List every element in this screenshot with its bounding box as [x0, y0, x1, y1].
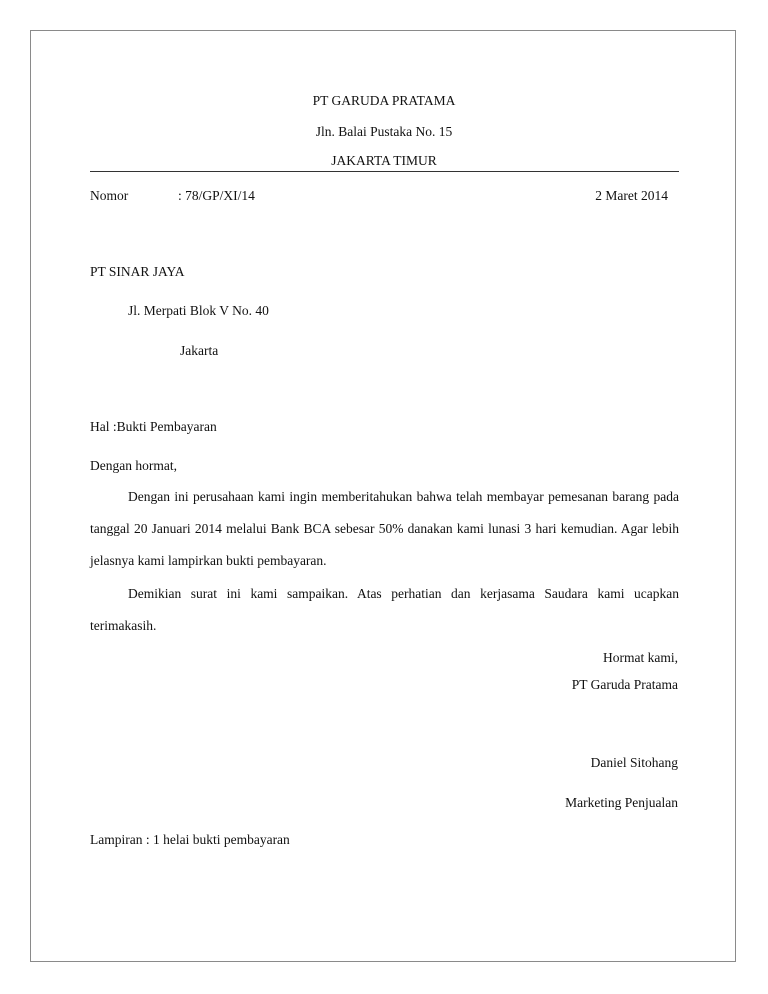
signer-title: Marketing Penjualan: [565, 795, 678, 810]
body-paragraph-1: Dengan ini perusahaan kami ingin memberitahukan bahwa telah membayar pemesanan barang pada tanggal 20 Januari 2014 melalui Bank BCA sebesar 50% danakan kami lunasi 3 hari kemudian. Agar lebih jelasnya kami lampirkan bukti pembayaran.: [90, 489, 679, 568]
recipient-name: PT SINAR JAYA: [90, 264, 185, 279]
number-value: : 78/GP/XI/14: [178, 188, 255, 203]
letterhead-company: PT GARUDA PRATAMA: [312, 93, 456, 108]
letterhead-city: JAKARTA TIMUR: [331, 153, 437, 168]
letterhead-address: Jln. Balai Pustaka No. 15: [315, 124, 453, 139]
number-label: Nomor: [90, 188, 129, 203]
signer-name: Daniel Sitohang: [590, 755, 678, 770]
closing-company: PT Garuda Pratama: [571, 677, 678, 692]
attachment-note: Lampiran : 1 helai bukti pembayaran: [90, 832, 290, 847]
body-paragraph-2: Demikian surat ini kami sampaikan. Atas perhatian dan kerjasama Saudara kami ucapkan terimakasih.: [90, 586, 679, 633]
recipient-city: Jakarta: [180, 343, 219, 358]
recipient-street: Jl. Merpati Blok V No. 40: [128, 303, 269, 318]
letterhead-divider: [90, 171, 679, 172]
greeting: Dengan hormat,: [90, 458, 177, 473]
closing-salutation: Hormat kami,: [603, 650, 678, 665]
subject-line: Hal :Bukti Pembayaran: [90, 419, 217, 434]
letter-date: 2 Maret 2014: [595, 188, 668, 203]
